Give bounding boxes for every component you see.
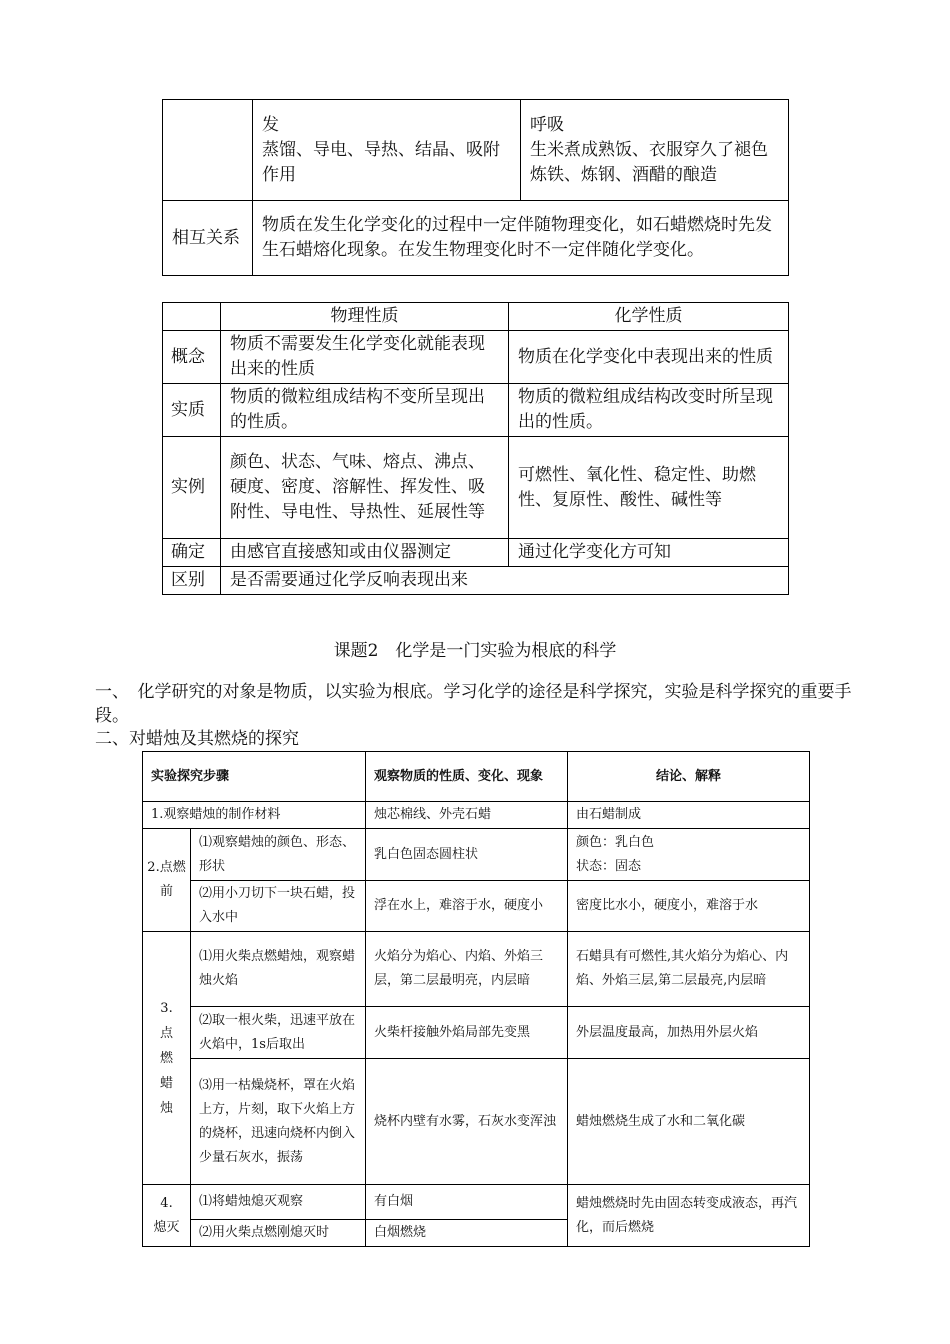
paragraph: 一、 化学研究的对象是物质，以实验为根底。学习化学的途径是科学探究，实验是科学探究的重要手段。 bbox=[95, 682, 852, 726]
cell-line: 呼吸 bbox=[530, 114, 564, 135]
table-row bbox=[143, 1007, 810, 1059]
table-row bbox=[143, 1185, 810, 1220]
table-cell: 通过化学变化方可知 bbox=[509, 539, 789, 567]
table-row bbox=[143, 1059, 810, 1185]
step-cell: ⑵取一根火柴，迅速平放在火焰中，1s后取出 bbox=[191, 1007, 366, 1059]
step-cell: ⑴将蜡烛熄灭观察 bbox=[191, 1185, 366, 1220]
subheading: 二、对蜡烛及其燃烧的探究 bbox=[95, 729, 299, 749]
table-header-row bbox=[143, 752, 810, 802]
table-row bbox=[163, 201, 789, 276]
group-label: 3. 点 燃 蜡 烛 bbox=[143, 932, 191, 1185]
table-row bbox=[163, 437, 789, 539]
table-cell: 由感官直接感知或由仪器测定 bbox=[221, 539, 509, 567]
conclusion-cell: 外层温度最高，加热用外层火焰 bbox=[568, 1007, 810, 1059]
table-row bbox=[143, 881, 810, 932]
table-cell: 物质的微粒组成结构改变时所呈现出的性质。 bbox=[509, 384, 789, 437]
step-cell: ⑵用火柴点燃刚熄灭时 bbox=[191, 1220, 366, 1247]
observe-cell: 火焰分为焰心、内焰、外焰三层，第二层最明亮，内层暗 bbox=[366, 932, 568, 1007]
step-cell: ⑶用一枯燥烧杯，罩在火焰上方，片刻，取下火焰上方的烧杯，迅速向烧杯内倒入少量石灰水，振荡 bbox=[191, 1059, 366, 1185]
row-label: 实例 bbox=[163, 437, 221, 539]
step-cell: ⑵用小刀切下一块石蜡，投入水中 bbox=[191, 881, 366, 932]
row-label: 实质 bbox=[163, 384, 221, 437]
column-header: 化学性质 bbox=[509, 303, 789, 331]
table-cell: 物质的微粒组成结构不变所呈现出的性质。 bbox=[221, 384, 509, 437]
conclusion-cell: 由石蜡制成 bbox=[568, 802, 810, 829]
empty-cell bbox=[163, 303, 221, 331]
step-cell: ⑴观察蜡烛的颜色、形态、形状 bbox=[191, 829, 366, 881]
row-label: 确定 bbox=[163, 539, 221, 567]
table-cell: 是否需要通过化学反响表现出来 bbox=[221, 567, 789, 595]
observe-cell: 浮在水上，难溶于水，硬度小 bbox=[366, 881, 568, 932]
group-label: 4. 熄灭 bbox=[143, 1185, 191, 1247]
table-cell: 可燃性、氧化性、稳定性、助燃性、复原性、酸性、碱性等 bbox=[509, 437, 789, 539]
row-label: 区别 bbox=[163, 567, 221, 595]
table-row bbox=[163, 539, 789, 567]
conclusion-cell: 蜡烛燃烧时先由固态转变成液态，再汽化，而后燃烧 bbox=[568, 1185, 810, 1247]
column-header: 实验探究步骤 bbox=[143, 752, 366, 802]
change-relations-table bbox=[162, 99, 789, 276]
relation-text: 物质在发生化学变化的过程中一定伴随物理变化，如石蜡燃烧时先发生石蜡熔化现象。在发生物理变化时不一定伴随化学变化。 bbox=[253, 201, 789, 276]
observe-cell: 白烟燃烧 bbox=[366, 1220, 568, 1247]
observe-cell: 烛芯棉线、外壳石蜡 bbox=[366, 802, 568, 829]
conclusion-cell: 石蜡具有可燃性,其火焰分为焰心、内焰、外焰三层,第二层最亮,内层暗 bbox=[568, 932, 810, 1007]
observe-cell: 火柴杆接触外焰局部先变黑 bbox=[366, 1007, 568, 1059]
candle-experiment-table bbox=[142, 751, 810, 1247]
column-header: 物理性质 bbox=[221, 303, 509, 331]
table-cell: 颜色、状态、气味、熔点、沸点、硬度、密度、溶解性、挥发性、吸附性、导电性、导热性、延展性等 bbox=[221, 437, 509, 539]
step-cell: 1.观察蜡烛的制作材料 bbox=[143, 802, 366, 829]
observe-cell: 烧杯内壁有水雾，石灰水变浑浊 bbox=[366, 1059, 568, 1185]
table-row bbox=[143, 932, 810, 1007]
table-row bbox=[163, 331, 789, 384]
table-row bbox=[143, 829, 810, 881]
chemical-change-examples bbox=[521, 100, 789, 201]
empty-cell bbox=[163, 100, 253, 201]
properties-table bbox=[162, 302, 789, 595]
table-row bbox=[143, 802, 810, 829]
conclusion-cell: 蜡烛燃烧生成了水和二氧化碳 bbox=[568, 1059, 810, 1185]
table-cell: 物质不需要发生化学变化就能表现出来的性质 bbox=[221, 331, 509, 384]
cell-line: 生米煮成熟饭、衣服穿久了褪色 bbox=[530, 139, 768, 160]
row-label: 概念 bbox=[163, 331, 221, 384]
observe-cell: 有白烟 bbox=[366, 1185, 568, 1220]
table-cell: 物质在化学变化中表现出来的性质 bbox=[509, 331, 789, 384]
relation-label: 相互关系 bbox=[163, 201, 253, 276]
section-heading: 课题2 化学是一门实验为根底的科学 bbox=[333, 641, 617, 661]
cell-line: 蒸馏、导电、导热、结晶、吸附作用 bbox=[262, 139, 500, 185]
table-row bbox=[163, 567, 789, 595]
conclusion-cell: 密度比水小，硬度小，难溶于水 bbox=[568, 881, 810, 932]
cell-line: 发 bbox=[262, 114, 279, 135]
group-label: 2.点燃前 bbox=[143, 829, 191, 932]
conclusion-cell: 颜色：乳白色 状态：固态 bbox=[568, 829, 810, 881]
physical-change-examples bbox=[253, 100, 521, 201]
table-row bbox=[163, 384, 789, 437]
cell-line: 炼铁、炼钢、酒醋的酿造 bbox=[530, 164, 717, 185]
table-header-row bbox=[163, 303, 789, 331]
observe-cell: 乳白色固态圆柱状 bbox=[366, 829, 568, 881]
step-cell: ⑴用火柴点燃蜡烛，观察蜡烛火焰 bbox=[191, 932, 366, 1007]
column-header: 观察物质的性质、变化、现象 bbox=[366, 752, 568, 802]
table-row bbox=[163, 100, 789, 201]
column-header: 结论、解释 bbox=[568, 752, 810, 802]
